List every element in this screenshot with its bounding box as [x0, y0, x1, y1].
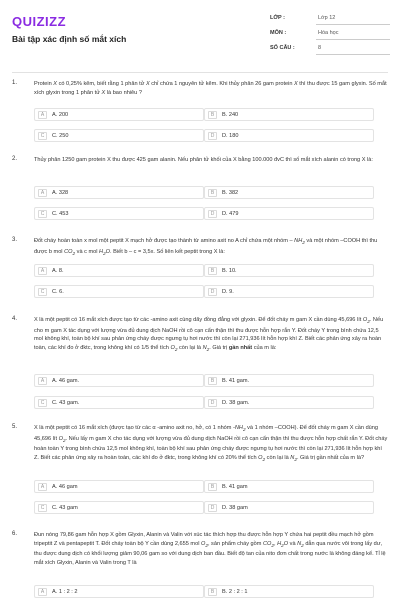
question-1	[12, 80, 390, 148]
option-a[interactable]	[34, 480, 204, 493]
option-text: D. 180	[222, 133, 239, 139]
subject-value: Hóa học	[318, 30, 339, 36]
option-letter: B	[208, 588, 217, 596]
option-text: A. 46 gam	[52, 484, 78, 490]
option-c[interactable]	[34, 207, 204, 220]
option-d[interactable]	[204, 396, 374, 409]
option-text: D. 38 gam.	[222, 400, 250, 406]
option-d[interactable]	[204, 129, 374, 142]
question-count-value: 8	[318, 45, 322, 51]
option-b[interactable]	[204, 186, 374, 199]
question-count-field	[270, 44, 390, 55]
question-4	[12, 316, 390, 412]
option-text: B. 240	[222, 112, 239, 118]
question-text: Đốt cháy hoàn toàn x mol một peptit X mạch hở được tạo thành từ amino axit no A chỉ chứa một nhóm – $NH_2$ và một nhóm –COOH thì thu được b mol $CO_2$ và c mol $H_2O$. Biết b – c = 3,5x. Số liên kết peptit trong X là:	[34, 238, 378, 256]
option-c[interactable]	[34, 396, 204, 409]
quizizz-logo: QUIZIZZ	[12, 14, 67, 29]
option-text: B. 382	[222, 190, 239, 196]
header-divider	[12, 72, 388, 73]
option-letter: D	[208, 399, 217, 407]
question-count-label: SỐ CÂU :	[270, 45, 295, 51]
option-b[interactable]	[204, 480, 374, 493]
option-letter: A	[38, 377, 47, 385]
option-text: A. 328	[52, 190, 69, 196]
option-d[interactable]	[204, 207, 374, 220]
question-number: 6.	[12, 531, 18, 537]
worksheet-title: Bài tập xác định số mắt xích	[12, 34, 127, 44]
option-letter: B	[208, 377, 217, 385]
option-letter: A	[38, 483, 47, 491]
option-text: B. 41 gam.	[222, 378, 250, 384]
option-letter: D	[208, 504, 217, 512]
class-label: LỚP :	[270, 15, 285, 21]
option-letter: C	[38, 210, 47, 218]
option-c[interactable]	[34, 285, 204, 298]
option-a[interactable]	[34, 264, 204, 277]
option-text: D. 9.	[222, 289, 234, 295]
subject-field	[270, 29, 390, 40]
option-letter: D	[208, 210, 217, 218]
option-b[interactable]	[204, 585, 374, 598]
question-text: Protein X có 0,25% kẽm, biết rằng 1 phân tử X chỉ chứa 1 nguyên tử kẽm. Khi thủy phân 26 gam protein X thì thu được 15 gam glyxin. Số mắt xích glyxin trong 1 phân tử X là bao nhiêu ?	[34, 81, 387, 96]
option-letter: A	[38, 267, 47, 275]
question-6	[12, 531, 390, 600]
subject-label: MÔN :	[270, 30, 287, 36]
option-b[interactable]	[204, 374, 374, 387]
option-a[interactable]	[34, 186, 204, 199]
option-text: D. 479	[222, 211, 239, 217]
question-text: X là một peptit có 16 mắt xích được tạo từ các -amino axit cùng dãy đồng đẳng với glyxin. Để đốt cháy m gam X cần dùng 45,696 lít $O_2$. Nếu cho m gam X tác dụng với lượng vừa đủ dung dịch NaOH rồi cô cạn cẩn thận thì thu được hỗn hợp rắn Y. Đốt cháy Y trong bình chứa 12,5 mol không khí, toàn bộ khí sau phản ứng cháy được ngưng tụ hơi nước thì còn lại 271,936 lít hỗn hợp khí Z. Biết các phản ứng xảy ra hoàn toàn, các khí đo ở đktc, trong không khí có 1/5 thể tích $O_2$ còn lại là $N_2$. Giá trị gần nhất của m là:	[34, 317, 384, 352]
option-a[interactable]	[34, 585, 204, 598]
option-text: D. 38 gam	[222, 505, 248, 511]
question-number: 3.	[12, 237, 18, 243]
option-letter: B	[208, 483, 217, 491]
option-text: C. 43 gam.	[52, 400, 80, 406]
class-field	[270, 14, 390, 25]
option-letter: D	[208, 132, 217, 140]
question-number: 2.	[12, 156, 18, 162]
option-text: A. 46 gam.	[52, 378, 80, 384]
option-text: A. 8.	[52, 268, 64, 274]
option-b[interactable]	[204, 108, 374, 121]
question-3	[12, 237, 390, 305]
option-letter: C	[38, 399, 47, 407]
option-letter: C	[38, 504, 47, 512]
option-letter: B	[208, 189, 217, 197]
option-text: B. 41 gam	[222, 484, 248, 490]
option-text: C. 250	[52, 133, 69, 139]
option-b[interactable]	[204, 264, 374, 277]
option-letter: A	[38, 588, 47, 596]
option-letter: D	[208, 288, 217, 296]
option-text: C. 43 gam	[52, 505, 78, 511]
option-letter: C	[38, 288, 47, 296]
question-number: 5.	[12, 424, 18, 430]
option-letter: B	[208, 111, 217, 119]
class-value: Lớp 12	[318, 15, 336, 21]
option-text: B. 2 : 2 : 1	[222, 589, 248, 595]
question-text: Thủy phân 1250 gam protein X thu được 425 gam alanin. Nếu phân tử khối của X bằng 100.000 đvC thì số mắt xích alanin có trong X là:	[34, 157, 373, 163]
option-text: A. 1 : 2 : 2	[52, 589, 78, 595]
option-c[interactable]	[34, 501, 204, 514]
option-text: C. 453	[52, 211, 69, 217]
option-a[interactable]	[34, 108, 204, 121]
question-number: 4.	[12, 316, 18, 322]
question-text: X là một peptit có 16 mắt xích (được tạo từ các α -amino axit no, hở, có 1 nhóm $-NH_2$ và 1 nhóm –COOH). Để đốt cháy m gam X cần dùng 45,696 lít $O_2$. Nếu lấy m gam X cho tác dụng với lượng vừa đủ dung dịch NaOH rồi cô cạn cẩn thận thì thu được hỗn hợp chất rắn Y. Đốt cháy hoàn toàn Y trong bình chứa 12,5 mol không khí, toàn bộ khí sau phản ứng cháy được ngưng tụ hơi nước thì còn lại 271,936 lít hỗn hợp khí Z. Biết các phản ứng xảy ra hoàn toàn, các khí đo ở đktc, trong không khí có 20% thể tích $O_2$ còn lại là $N_2$. Giá trị gần nhất của m là?	[34, 425, 388, 462]
option-letter: C	[38, 132, 47, 140]
option-text: A. 200	[52, 112, 69, 118]
option-text: B. 10.	[222, 268, 237, 274]
worksheet-header	[0, 0, 400, 66]
question-2	[12, 156, 390, 224]
option-c[interactable]	[34, 129, 204, 142]
option-d[interactable]	[204, 285, 374, 298]
option-letter: A	[38, 111, 47, 119]
question-text: Đun nóng 79,86 gam hỗn hợp X gồm Glyxin, Alanin và Valin với xúc tác thích hợp thu được hỗn hợp Y chứa hai peptit đều mạch hở gồm tripeptit Z và pentapeptit T. Đốt cháy toàn bộ Y cần dùng 2,655 mol $O_2$, sản phẩm cháy gồm $CO_2$, $H_2O$ và $N_2$ dẫn qua nước vôi trong lấy dư, thu được dung dịch có khối lượng giảm 90,06 gam so với dung dịch ban đầu. Biết độ tan của nito đơn chất trong nước là không đáng kể. Tỉ lệ mắt xích Glyxin, Alanin và Valin trong T là	[34, 532, 386, 566]
option-a[interactable]	[34, 374, 204, 387]
question-5	[12, 424, 390, 520]
option-letter: A	[38, 189, 47, 197]
option-letter: B	[208, 267, 217, 275]
option-d[interactable]	[204, 501, 374, 514]
question-number: 1.	[12, 80, 18, 86]
option-text: C. 6.	[52, 289, 64, 295]
